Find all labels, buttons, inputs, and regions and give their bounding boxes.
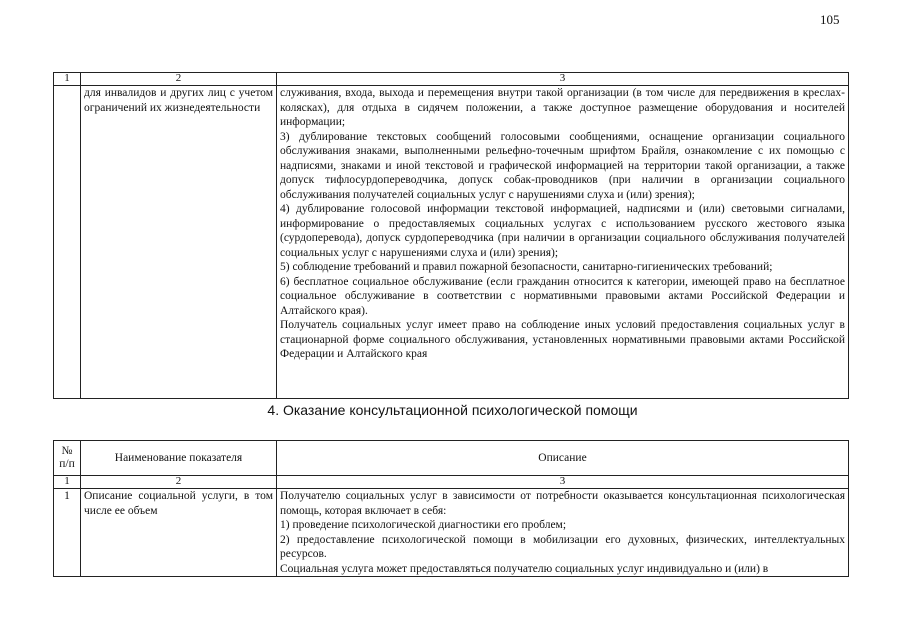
column-number-1: 1 <box>54 73 81 86</box>
description-paragraph: 1) проведение психологической диагностики его проблем; <box>280 519 567 531</box>
description-cell <box>277 86 849 399</box>
consultation-table <box>53 440 849 577</box>
conditions-table <box>53 72 849 399</box>
description-paragraph: Социальная услуга может предоставляться получателю социальных услуг индивидуально и (или) в <box>280 562 769 575</box>
column-number-row <box>54 476 849 489</box>
column-number-1: 1 <box>54 476 81 489</box>
column-number-2: 2 <box>81 476 277 489</box>
description-paragraph: служивания, входа, выхода и перемещения внутри такой организации (в том числе для передвижения в креслах-колясках), для отдыха в сидячем положении, а также доступное размещение оборудования и носителей информации; <box>280 87 845 128</box>
description-cell <box>277 489 849 577</box>
header-number: № п/п <box>54 441 81 476</box>
column-number-3: 3 <box>277 476 849 489</box>
section-title: 4. Оказание консультационной психологической помощи <box>267 402 638 418</box>
description-paragraph: 2) предоставление психологической помощи в мобилизации его духовных, физических, интеллектуальных ресурсов. <box>280 533 845 560</box>
column-number-2: 2 <box>81 73 277 86</box>
description-paragraph: 6) бесплатное социальное обслуживание (если гражданин относится к категории, имеющей право на бесплатное социальное обслуживание в соответствии с нормативными правовыми актами Российской Федерации и Алтайского края). <box>280 275 845 317</box>
indicator-cell: Описание социальной услуги, в том числе ее объем <box>81 489 277 577</box>
description-paragraph: Получателю социальных услуг в зависимости от потребности оказывается консультационная психологическая помощь, которая включает в себя: <box>280 490 845 517</box>
column-number-3: 3 <box>277 73 849 86</box>
page-number: 105 <box>820 12 840 27</box>
description-paragraph: 4) дублирование голосовой информации текстовой информацией, надписями и (или) световыми сигналами, информирование о предоставляемых социальных услугах с использованием русского жестового языка (сурдоперевода), допуск сурдопереводчика (при наличии в организации социального обслуживания получателей социальных услуг с нарушениями слуха и (или) зрения); <box>280 203 845 259</box>
description-paragraph: Получатель социальных услуг имеет право на соблюдение иных условий предоставления социальных услуг в стационарной форме социального обслуживания, установленных нормативными правовыми актами Российской Федерации и Алтайского края <box>280 319 845 360</box>
header-row <box>54 441 849 476</box>
indicator-cell: для инвалидов и других лиц с учетом ограничений их жизнедеятельности <box>81 86 277 399</box>
empty-number-cell <box>54 86 81 399</box>
column-number-row <box>54 73 849 86</box>
description-paragraph: 3) дублирование текстовых сообщений голосовыми сообщениями, оснащение организации социального обслуживания знаками, выполненными рельефно-точечным шрифтом Брайля, ознакомление с их помощью с надписями, знаками и иной текстовой и графической информацией на территории такой организации, а также допуск тифлосурдопереводчика, допуск собак-проводников (при наличии в организации социального обслуживания получателей социальных услуг с нарушениями слуха и (или) зрения); <box>280 130 845 201</box>
header-description: Описание <box>277 441 849 476</box>
row-number: 1 <box>54 489 81 577</box>
header-indicator-name: Наименование показателя <box>81 441 277 476</box>
table-row <box>54 86 849 399</box>
table-row <box>54 489 849 577</box>
description-paragraph: 5) соблюдение требований и правил пожарной безопасности, санитарно-гигиенических требований; <box>280 261 773 273</box>
